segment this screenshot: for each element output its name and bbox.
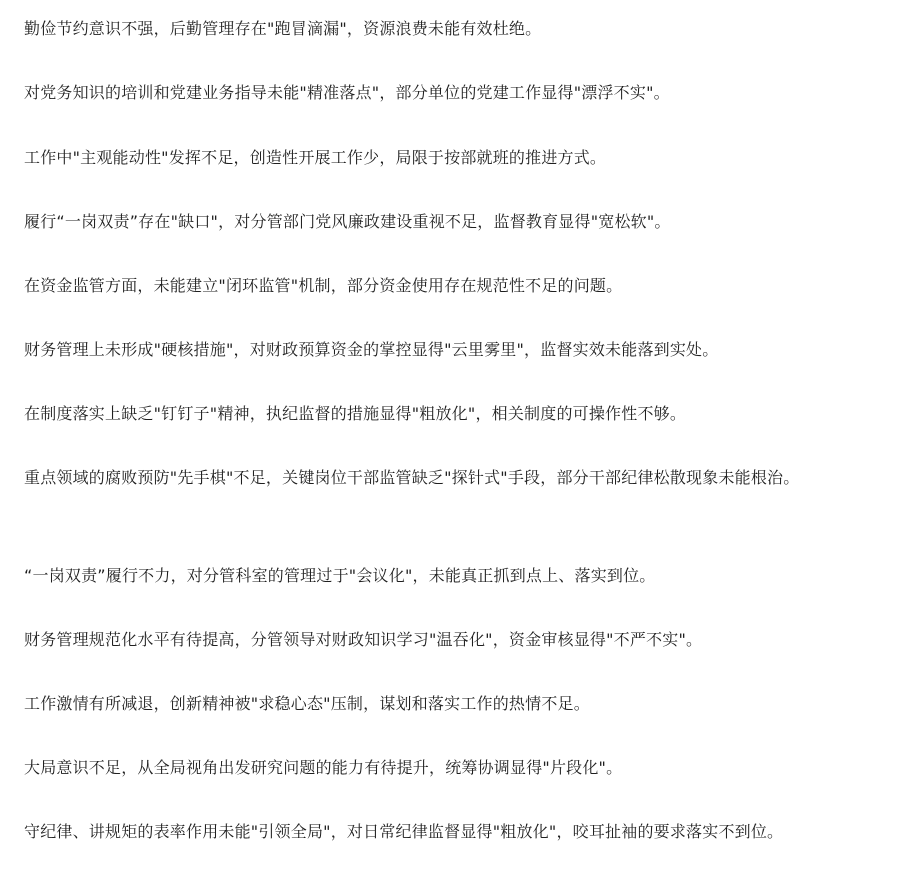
paragraph-6: 财务管理上未形成"硬核措施"，对财政预算资金的掌控显得"云里雾里"，监督实效未能落到实处。: [24, 340, 719, 359]
paragraph-5: 在资金监管方面，未能建立"闭环监管"机制，部分资金使用存在规范性不足的问题。: [24, 276, 623, 295]
paragraph-12: 大局意识不足，从全局视角出发研究问题的能力有待提升，统筹协调显得"片段化"。: [24, 758, 623, 777]
paragraph-9: “一岗双责”履行不力，对分管科室的管理过于"会议化"，未能真正抓到点上、落实到位。: [24, 566, 656, 585]
paragraph-11: 工作激情有所减退，创新精神被"求稳心态"压制，谋划和落实工作的热情不足。: [24, 694, 590, 713]
paragraph-7: 在制度落实上缺乏"钉钉子"精神，执纪监督的措施显得"粗放化"，相关制度的可操作性不够。: [24, 404, 687, 423]
paragraph-1: 勤俭节约意识不强，后勤管理存在"跑冒滴漏"，资源浪费未能有效杜绝。: [24, 19, 542, 38]
paragraph-2: 对党务知识的培训和党建业务指导未能"精准落点"，部分单位的党建工作显得"漂浮不实"。: [24, 83, 670, 102]
paragraph-10: 财务管理规范化水平有待提高，分管领导对财政知识学习"温吞化"，资金审核显得"不严不实"。: [24, 630, 703, 649]
paragraph-13: 守纪律、讲规矩的表率作用未能"引领全局"，对日常纪律监督显得"粗放化"，咬耳扯袖的要求落实不到位。: [24, 822, 784, 841]
paragraph-4: 履行“一岗双责”存在"缺口"，对分管部门党风廉政建设重视不足，监督教育显得"宽松软"。: [24, 212, 671, 231]
paragraph-8: 重点领域的腐败预防"先手棋"不足，关键岗位干部监管缺乏"探针式"手段，部分干部纪律松散现象未能根治。: [24, 468, 800, 487]
paragraph-3: 工作中"主观能动性"发挥不足，创造性开展工作少，局限于按部就班的推进方式。: [24, 148, 607, 167]
